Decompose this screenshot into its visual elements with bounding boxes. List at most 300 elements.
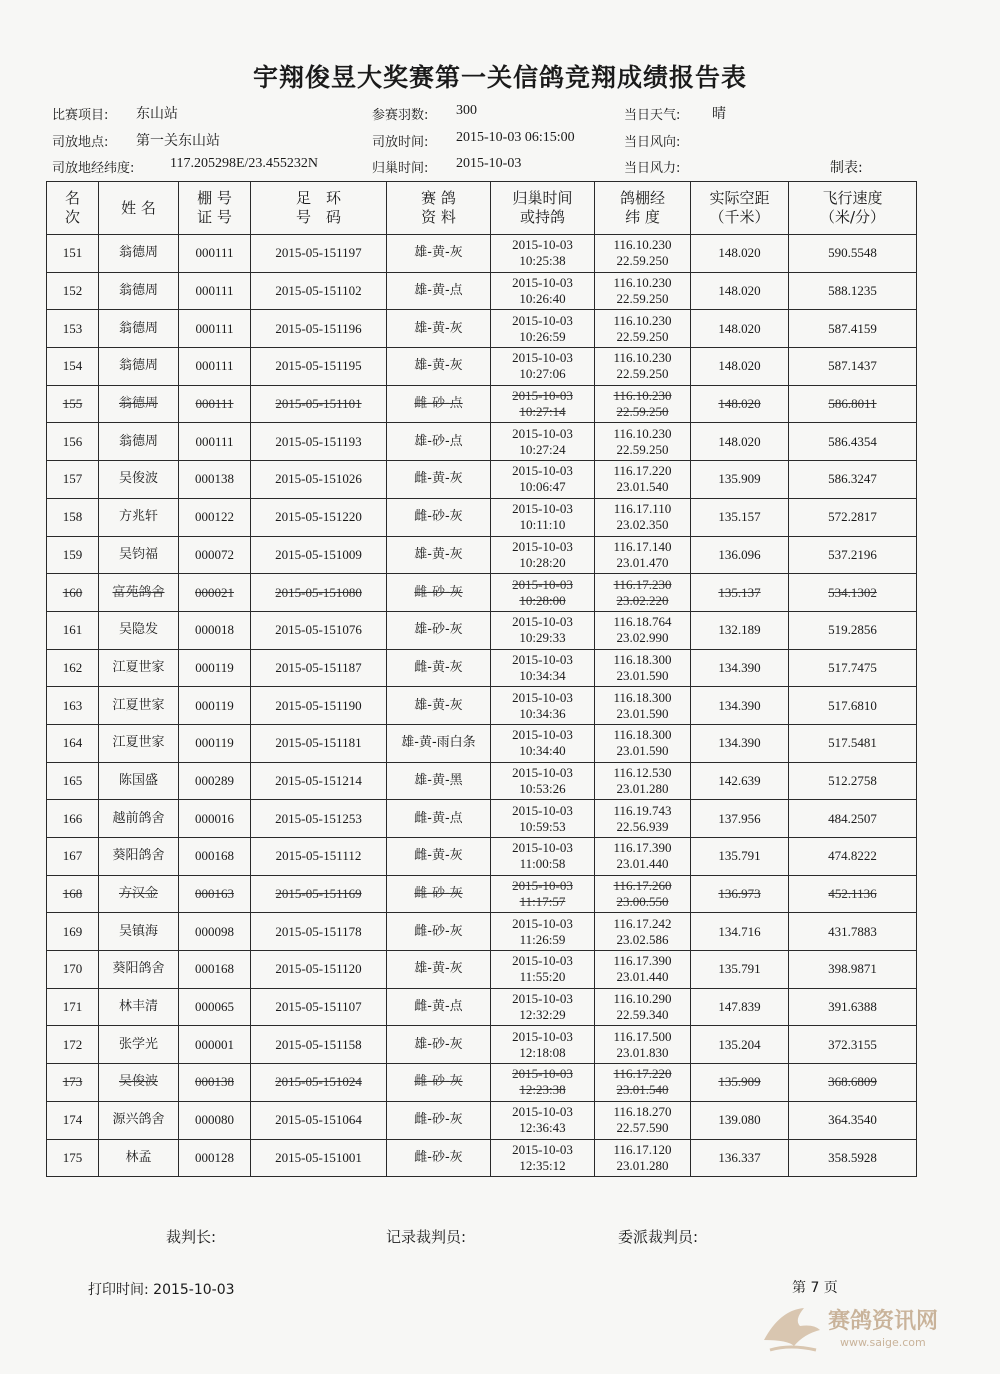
- pigeon-info-cell: 雄-黄-灰: [387, 687, 491, 725]
- name-cell: 林丰清: [99, 988, 179, 1026]
- ring-cell: 2015-05-151102: [251, 272, 387, 310]
- pigeon-info-cell: 雌-黄-灰: [387, 649, 491, 687]
- speed-cell: 484.2507: [789, 800, 917, 838]
- loft-cell: 000072: [179, 536, 251, 574]
- coords-label: 司放地经纬度:: [52, 161, 135, 176]
- return-time-cell: [491, 1026, 595, 1064]
- loft-coords-cell-line2: 23.01.590: [616, 743, 669, 759]
- table-row: [47, 272, 917, 310]
- speed-cell: 398.9871: [789, 951, 917, 989]
- table-body: [47, 235, 917, 1177]
- release-time-label: 司放时间:: [372, 135, 429, 150]
- return-time-label: 归巢时间:: [372, 161, 429, 176]
- coords-value: 117.205298E/23.455232N: [170, 156, 319, 171]
- loft-coords-cell: [595, 611, 691, 649]
- name-cell: 吴钧福: [99, 536, 179, 574]
- return-time-cell-line2: 10:25:38: [519, 253, 566, 269]
- watermark-logo: [760, 1300, 980, 1360]
- name-cell: 越前鸽舍: [99, 800, 179, 838]
- table-row: [47, 1026, 917, 1064]
- loft-coords-cell-line1: 116.18.270: [613, 1104, 672, 1120]
- return-time-cell: [491, 913, 595, 951]
- rank-cell: 156: [47, 423, 99, 461]
- return-time-cell-line2: 12:23:38: [519, 1082, 566, 1098]
- return-time-cell: [491, 310, 595, 348]
- loft-cell: 000018: [179, 611, 251, 649]
- ring-cell: 2015-05-151101: [251, 385, 387, 423]
- return-time-cell: [491, 574, 595, 612]
- return-time-cell: [491, 235, 595, 273]
- name-cell: 林孟: [99, 1139, 179, 1177]
- speed-cell: 517.5481: [789, 724, 917, 762]
- rank-cell: 172: [47, 1026, 99, 1064]
- return-time-cell-line1: 2015-10-03: [512, 878, 573, 894]
- loft-cell: 000111: [179, 272, 251, 310]
- return-time-cell-line1: 2015-10-03: [512, 576, 573, 592]
- release-time-value: 2015-10-03 06:15:00: [456, 130, 575, 145]
- rank-cell: 167: [47, 838, 99, 876]
- loft-coords-cell-line1: 116.17.120: [613, 1141, 672, 1157]
- loft-coords-cell-line2: 22.59.250: [616, 366, 669, 382]
- column-header-line: 资 料: [421, 208, 456, 226]
- column-header: [99, 182, 179, 235]
- distance-cell: 134.390: [691, 649, 789, 687]
- name-cell: 葵阳鸽舍: [99, 838, 179, 876]
- loft-coords-cell-line1: 116.17.260: [613, 878, 672, 894]
- rank-cell: 153: [47, 310, 99, 348]
- speed-cell: 587.1437: [789, 348, 917, 386]
- pigeon-info-cell: 雌-砂-灰: [387, 913, 491, 951]
- ring-cell: 2015-05-151009: [251, 536, 387, 574]
- return-time-cell-line2: 10:34:34: [519, 667, 566, 683]
- loft-coords-cell-line1: 116.17.500: [613, 1028, 672, 1044]
- return-time-cell-line1: 2015-10-03: [512, 1066, 573, 1082]
- name-cell: 江夏世家: [99, 649, 179, 687]
- name-cell: 陈国盛: [99, 762, 179, 800]
- return-time-cell: [491, 385, 595, 423]
- loft-coords-cell: [595, 800, 691, 838]
- return-time-cell-line1: 2015-10-03: [512, 275, 573, 291]
- return-time-cell-line2: 10:27:06: [519, 366, 566, 382]
- pigeon-info-cell: 雌-砂-灰: [387, 875, 491, 913]
- pigeon-info-cell: 雄-砂-点: [387, 423, 491, 461]
- table-row: [47, 649, 917, 687]
- loft-coords-cell: [595, 498, 691, 536]
- return-time-cell-line1: 2015-10-03: [512, 764, 573, 780]
- pigeon-info-cell: 雄-黄-雨白条: [387, 724, 491, 762]
- return-time-cell-line2: 10:06:47: [519, 479, 566, 495]
- pigeon-info-cell: 雌-黄-点: [387, 988, 491, 1026]
- loft-coords-cell-line1: 116.17.110: [613, 501, 672, 517]
- return-time-cell-line2: 12:18:08: [519, 1044, 566, 1060]
- loft-cell: 000119: [179, 687, 251, 725]
- return-time-cell: [491, 611, 595, 649]
- loft-cell: 000289: [179, 762, 251, 800]
- pigeon-info-cell: 雌-砂-灰: [387, 498, 491, 536]
- pigeon-info-cell: 雄-砂-灰: [387, 1026, 491, 1064]
- loft-coords-cell-line1: 116.17.390: [613, 840, 672, 856]
- table-row: [47, 762, 917, 800]
- loft-coords-cell-line1: 116.10.230: [613, 388, 672, 404]
- distance-cell: 142.639: [691, 762, 789, 800]
- loft-coords-cell: [595, 838, 691, 876]
- appointed-judge-label: 委派裁判员:: [618, 1228, 699, 1246]
- table-row: [47, 348, 917, 386]
- speed-cell: 358.5928: [789, 1139, 917, 1177]
- loft-coords-cell-line1: 116.17.390: [613, 953, 672, 969]
- column-header: [387, 182, 491, 235]
- return-time-cell: [491, 272, 595, 310]
- loft-cell: 000128: [179, 1139, 251, 1177]
- table-row: [47, 536, 917, 574]
- return-time-cell-line2: 11:17:57: [519, 894, 566, 910]
- name-cell: 翁德周: [99, 310, 179, 348]
- loft-cell: 000138: [179, 461, 251, 499]
- count-value: 300: [456, 103, 477, 118]
- ring-cell: 2015-05-151064: [251, 1101, 387, 1139]
- name-cell: 葵阳鸽舍: [99, 951, 179, 989]
- name-cell: 江夏世家: [99, 724, 179, 762]
- page-number: 第 7 页: [792, 1280, 838, 1296]
- ring-cell: 2015-05-151197: [251, 235, 387, 273]
- page-title: 宇翔俊昱大奖赛第一关信鸽竞翔成绩报告表: [252, 63, 747, 92]
- chief-judge-label: 裁判长:: [166, 1228, 217, 1246]
- column-header-line: 归巢时间: [512, 189, 573, 207]
- distance-cell: 148.020: [691, 272, 789, 310]
- pigeon-info-cell: 雌-砂-点: [387, 385, 491, 423]
- loft-coords-cell-line1: 116.18.764: [613, 614, 672, 630]
- count-label: 参赛羽数:: [372, 108, 429, 123]
- name-cell: 源兴鸽舍: [99, 1101, 179, 1139]
- loft-coords-cell-line2: 22.59.250: [616, 328, 669, 344]
- rank-cell: 168: [47, 875, 99, 913]
- loft-coords-cell-line2: 23.01.590: [616, 705, 669, 721]
- column-header-line: 实际空距: [709, 189, 770, 207]
- loft-coords-cell-line2: 23.01.470: [616, 554, 669, 570]
- table-row: [47, 951, 917, 989]
- loft-cell: 000163: [179, 875, 251, 913]
- loft-coords-cell: [595, 536, 691, 574]
- return-time-cell: [491, 1064, 595, 1102]
- rank-cell: 155: [47, 385, 99, 423]
- loft-coords-cell-line1: 116.10.290: [613, 991, 672, 1007]
- print-time: 打印时间: 2015-10-03: [88, 1282, 235, 1298]
- rank-cell: 160: [47, 574, 99, 612]
- loft-coords-cell-line2: 23.01.830: [616, 1044, 669, 1060]
- pigeon-info-cell: 雌-砂-灰: [387, 574, 491, 612]
- name-cell: 翁德周: [99, 348, 179, 386]
- name-cell: 吴俊波: [99, 461, 179, 499]
- ring-cell: 2015-05-151220: [251, 498, 387, 536]
- pigeon-info-cell: 雌-黄-灰: [387, 838, 491, 876]
- return-time-cell-line1: 2015-10-03: [512, 1141, 573, 1157]
- loft-coords-cell: [595, 951, 691, 989]
- return-time-cell-line1: 2015-10-03: [512, 463, 573, 479]
- column-header-line: 纬 度: [625, 208, 660, 226]
- ring-cell: 2015-05-151158: [251, 1026, 387, 1064]
- speed-cell: 534.1302: [789, 574, 917, 612]
- loft-coords-cell-line1: 116.17.230: [613, 576, 672, 592]
- ring-cell: 2015-05-151181: [251, 724, 387, 762]
- loft-coords-cell-line1: 116.10.230: [613, 312, 672, 328]
- loft-coords-cell: [595, 423, 691, 461]
- name-cell: 方兆轩: [99, 498, 179, 536]
- speed-cell: 512.2758: [789, 762, 917, 800]
- speed-cell: 372.3155: [789, 1026, 917, 1064]
- name-cell: 翁德周: [99, 423, 179, 461]
- return-time-cell-line2: 12:36:43: [519, 1120, 566, 1136]
- column-header-line: 或持鸽: [519, 208, 565, 226]
- loft-coords-cell: [595, 724, 691, 762]
- recorder-judge-label: 记录裁判员:: [386, 1228, 467, 1246]
- table-row: [47, 385, 917, 423]
- wind-force-label: 当日风力:: [624, 161, 681, 176]
- speed-cell: 587.4159: [789, 310, 917, 348]
- pigeon-info-cell: 雌-黄-点: [387, 800, 491, 838]
- table-row: [47, 461, 917, 499]
- return-time-cell: [491, 498, 595, 536]
- speed-cell: 537.2196: [789, 536, 917, 574]
- speed-cell: 590.5548: [789, 235, 917, 273]
- distance-cell: 135.909: [691, 461, 789, 499]
- return-time-cell-line1: 2015-10-03: [512, 802, 573, 818]
- loft-cell: 000111: [179, 310, 251, 348]
- loft-coords-cell-line1: 116.17.140: [613, 538, 672, 554]
- column-header-line: 名: [64, 189, 80, 207]
- distance-cell: 135.157: [691, 498, 789, 536]
- return-time-cell-line1: 2015-10-03: [512, 425, 573, 441]
- return-time-cell: [491, 988, 595, 1026]
- loft-coords-cell-line2: 22.57.590: [616, 1120, 669, 1136]
- table-row: [47, 574, 917, 612]
- loft-coords-cell-line1: 116.10.230: [613, 350, 672, 366]
- column-header: [691, 182, 789, 235]
- loft-coords-cell-line1: 116.10.230: [613, 237, 672, 253]
- column-header-line: 证 号: [197, 208, 232, 226]
- loft-coords-cell: [595, 1139, 691, 1177]
- distance-cell: 136.096: [691, 536, 789, 574]
- ring-cell: 2015-05-151193: [251, 423, 387, 461]
- dove-icon: [760, 1300, 824, 1356]
- column-header-line: 鸽棚经: [619, 189, 665, 207]
- return-time-cell: [491, 800, 595, 838]
- table-row: [47, 423, 917, 461]
- pigeon-info-cell: 雌-砂-灰: [387, 1101, 491, 1139]
- ring-cell: 2015-05-151178: [251, 913, 387, 951]
- column-header: [179, 182, 251, 235]
- loft-coords-cell: [595, 988, 691, 1026]
- loft-coords-cell-line2: 23.01.540: [616, 1082, 669, 1098]
- table-header-row: [47, 182, 917, 235]
- report-meta: [0, 0, 1000, 180]
- distance-cell: 134.390: [691, 724, 789, 762]
- table-row: [47, 913, 917, 951]
- rank-cell: 157: [47, 461, 99, 499]
- loft-coords-cell: [595, 461, 691, 499]
- return-time-cell-line1: 2015-10-03: [512, 614, 573, 630]
- loft-coords-cell-line2: 23.01.440: [616, 856, 669, 872]
- loft-cell: 000065: [179, 988, 251, 1026]
- loft-coords-cell: [595, 348, 691, 386]
- pigeon-info-cell: 雄-黄-灰: [387, 310, 491, 348]
- loft-coords-cell: [595, 649, 691, 687]
- ring-cell: 2015-05-151214: [251, 762, 387, 800]
- distance-cell: 137.956: [691, 800, 789, 838]
- column-header: [789, 182, 917, 235]
- return-time-cell-line1: 2015-10-03: [512, 1104, 573, 1120]
- return-time-cell-line1: 2015-10-03: [512, 312, 573, 328]
- column-header-line: 赛 鸽: [421, 189, 456, 207]
- return-time-cell-line1: 2015-10-03: [512, 915, 573, 931]
- return-time-cell: [491, 536, 595, 574]
- speed-cell: 517.6810: [789, 687, 917, 725]
- rank-cell: 175: [47, 1139, 99, 1177]
- loft-coords-cell-line1: 116.10.230: [613, 275, 672, 291]
- loft-cell: 000111: [179, 385, 251, 423]
- return-time-cell-line2: 10:26:40: [519, 291, 566, 307]
- table-row: [47, 838, 917, 876]
- return-time-cell: [491, 875, 595, 913]
- distance-cell: 148.020: [691, 348, 789, 386]
- loft-coords-cell-line2: 22.59.250: [616, 253, 669, 269]
- loft-coords-cell: [595, 913, 691, 951]
- column-header: [595, 182, 691, 235]
- loft-cell: 000021: [179, 574, 251, 612]
- rank-cell: 170: [47, 951, 99, 989]
- loft-cell: 000016: [179, 800, 251, 838]
- event-value: 东山站: [136, 107, 178, 122]
- speed-cell: 474.8222: [789, 838, 917, 876]
- return-time-cell-line2: 10:11:10: [519, 517, 566, 533]
- distance-cell: 148.020: [691, 235, 789, 273]
- name-cell: 吴俊波: [99, 1064, 179, 1102]
- return-time-cell-line2: 10:34:36: [519, 705, 566, 721]
- return-time-cell: [491, 649, 595, 687]
- maker-label: 制表:: [830, 160, 863, 176]
- return-time-cell-line2: 11:55:20: [519, 969, 566, 985]
- loft-cell: 000111: [179, 235, 251, 273]
- pigeon-info-cell: 雄-砂-灰: [387, 611, 491, 649]
- loft-coords-cell-line1: 116.18.300: [613, 689, 672, 705]
- loft-coords-cell-line2: 23.02.350: [616, 517, 669, 533]
- table-row: [47, 235, 917, 273]
- pigeon-info-cell: 雄-黄-灰: [387, 536, 491, 574]
- name-cell: 富苑鸽舍: [99, 574, 179, 612]
- rank-cell: 173: [47, 1064, 99, 1102]
- return-time-cell-line1: 2015-10-03: [512, 501, 573, 517]
- return-time-cell-line2: 10:27:24: [519, 441, 566, 457]
- return-time-cell: [491, 1139, 595, 1177]
- table-row: [47, 800, 917, 838]
- event-label: 比赛项目:: [52, 108, 109, 123]
- rank-cell: 159: [47, 536, 99, 574]
- distance-cell: 148.020: [691, 423, 789, 461]
- return-time-cell-line2: 10:59:53: [519, 818, 566, 834]
- ring-cell: 2015-05-151190: [251, 687, 387, 725]
- loft-cell: 000168: [179, 951, 251, 989]
- loft-coords-cell-line1: 116.17.220: [613, 463, 672, 479]
- wind-direction-label: 当日风向:: [624, 135, 681, 150]
- rank-cell: 174: [47, 1101, 99, 1139]
- column-header-line: 次: [64, 208, 80, 226]
- loft-coords-cell-line2: 23.02.990: [616, 630, 669, 646]
- pigeon-info-cell: 雄-黄-灰: [387, 348, 491, 386]
- return-time-cell: [491, 1101, 595, 1139]
- rank-cell: 171: [47, 988, 99, 1026]
- distance-cell: 135.791: [691, 838, 789, 876]
- speed-cell: 368.6809: [789, 1064, 917, 1102]
- rank-cell: 166: [47, 800, 99, 838]
- return-time-cell-line2: 10:28:00: [519, 592, 566, 608]
- return-time-cell: [491, 461, 595, 499]
- column-header-line: 棚 号: [197, 189, 232, 207]
- loft-cell: 000138: [179, 1064, 251, 1102]
- rank-cell: 151: [47, 235, 99, 273]
- return-time-cell: [491, 838, 595, 876]
- loft-coords-cell-line1: 116.19.743: [613, 802, 672, 818]
- name-cell: 翁德周: [99, 235, 179, 273]
- table-row: [47, 1101, 917, 1139]
- column-header-line: （千米）: [709, 208, 770, 226]
- watermark-url: www.saige.com: [840, 1336, 926, 1349]
- loft-coords-cell-line2: 22.59.250: [616, 441, 669, 457]
- ring-cell: 2015-05-151107: [251, 988, 387, 1026]
- table-row: [47, 1064, 917, 1102]
- column-header: [491, 182, 595, 235]
- loft-coords-cell: [595, 875, 691, 913]
- name-cell: 吴镇海: [99, 913, 179, 951]
- loft-coords-cell: [595, 310, 691, 348]
- return-time-cell-line1: 2015-10-03: [512, 991, 573, 1007]
- loft-cell: 000080: [179, 1101, 251, 1139]
- distance-cell: 135.204: [691, 1026, 789, 1064]
- return-time-cell: [491, 762, 595, 800]
- loft-coords-cell-line2: 23.01.440: [616, 969, 669, 985]
- loft-cell: 000119: [179, 724, 251, 762]
- name-cell: 翁德周: [99, 272, 179, 310]
- table-row: [47, 611, 917, 649]
- distance-cell: 132.189: [691, 611, 789, 649]
- table-row: [47, 724, 917, 762]
- distance-cell: 134.716: [691, 913, 789, 951]
- loft-cell: 000122: [179, 498, 251, 536]
- table-row: [47, 1139, 917, 1177]
- loft-coords-cell-line2: 23.01.540: [616, 479, 669, 495]
- loft-coords-cell-line2: 23.01.590: [616, 667, 669, 683]
- speed-cell: 586.3247: [789, 461, 917, 499]
- loft-coords-cell-line1: 116.10.230: [613, 425, 672, 441]
- rank-cell: 158: [47, 498, 99, 536]
- rank-cell: 162: [47, 649, 99, 687]
- loft-cell: 000001: [179, 1026, 251, 1064]
- ring-cell: 2015-05-151169: [251, 875, 387, 913]
- distance-cell: 139.080: [691, 1101, 789, 1139]
- name-cell: 翁德周: [99, 385, 179, 423]
- loft-coords-cell-line2: 23.00.550: [616, 894, 669, 910]
- ring-cell: 2015-05-151080: [251, 574, 387, 612]
- loft-coords-cell: [595, 272, 691, 310]
- return-time-cell-line1: 2015-10-03: [512, 651, 573, 667]
- column-header: [251, 182, 387, 235]
- loft-cell: 000111: [179, 348, 251, 386]
- column-header-line: 足 环: [295, 189, 341, 207]
- rank-cell: 161: [47, 611, 99, 649]
- return-time-cell-line2: 10:26:59: [519, 328, 566, 344]
- loft-coords-cell-line2: 23.01.280: [616, 780, 669, 796]
- rank-cell: 165: [47, 762, 99, 800]
- loft-coords-cell: [595, 385, 691, 423]
- loft-coords-cell-line2: 22.59.250: [616, 291, 669, 307]
